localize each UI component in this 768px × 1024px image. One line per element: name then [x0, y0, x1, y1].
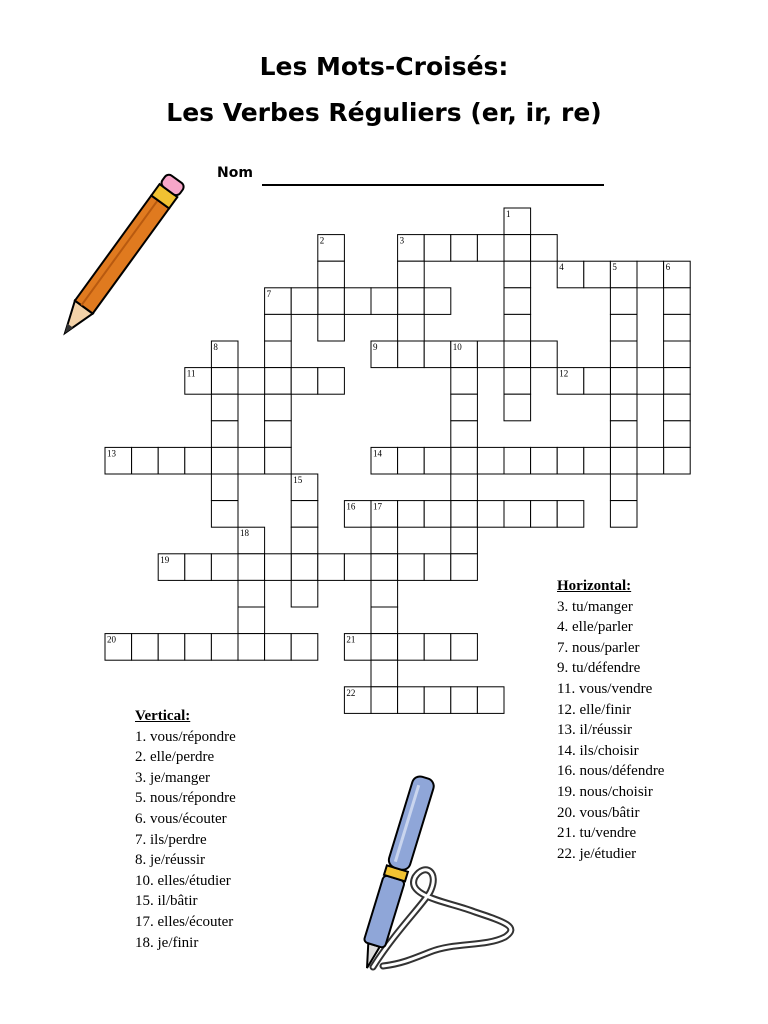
clue-number: 10	[452, 342, 462, 352]
crossword-cell[interactable]	[504, 394, 531, 421]
clue-number: 6	[665, 262, 671, 273]
crossword-cell[interactable]	[637, 368, 664, 395]
crossword-cell[interactable]	[398, 687, 425, 714]
clue-number: 3	[399, 235, 405, 246]
clue-item: 2. elle/perdre	[135, 749, 215, 766]
crossword-cell[interactable]	[398, 554, 425, 581]
clue-item: 1. vous/répondre	[135, 728, 236, 745]
name-label: Nom	[217, 165, 253, 181]
crossword-cell[interactable]	[185, 447, 212, 474]
crossword-cell[interactable]	[584, 261, 611, 288]
crossword-cell[interactable]	[424, 687, 451, 714]
crossword-cell[interactable]	[504, 288, 531, 315]
crossword-cell[interactable]	[398, 314, 425, 341]
crossword-cell[interactable]	[531, 235, 558, 262]
crossword-cell[interactable]	[291, 501, 318, 528]
crossword-cell[interactable]	[424, 634, 451, 661]
clue-item: 6. vous/écouter	[135, 810, 227, 827]
crossword-cell[interactable]	[398, 288, 425, 315]
clue-number: 18	[240, 528, 249, 539]
crossword-cell[interactable]	[424, 501, 451, 528]
crossword-cell[interactable]	[451, 554, 478, 581]
crossword-cell[interactable]	[318, 261, 345, 288]
crossword-cell[interactable]	[132, 447, 159, 474]
crossword-cell[interactable]	[531, 447, 558, 474]
crossword-cell[interactable]	[664, 447, 691, 474]
clue-item: 22. je/étudier	[557, 845, 637, 862]
crossword-cell[interactable]	[211, 394, 238, 421]
crossword-cell[interactable]	[477, 501, 504, 528]
crossword-cell[interactable]	[211, 447, 238, 474]
crossword-cell[interactable]	[238, 634, 265, 661]
crossword-cell[interactable]	[531, 501, 558, 528]
clue-item: 7. nous/parler	[557, 639, 640, 656]
crossword-cell[interactable]	[664, 341, 691, 368]
crossword-cell[interactable]	[291, 580, 318, 607]
clue-item: 3. tu/manger	[557, 598, 633, 615]
clue-number: 7	[266, 288, 272, 299]
clue-number: 11	[186, 368, 196, 379]
clue-item: 19. nous/choisir	[557, 783, 653, 800]
crossword-cell[interactable]	[238, 580, 265, 607]
crossword-cell[interactable]	[371, 607, 398, 634]
crossword-cell[interactable]	[185, 634, 212, 661]
clue-number: 5	[612, 262, 617, 273]
crossword-cell[interactable]	[158, 634, 185, 661]
clues-across	[557, 576, 664, 864]
crossword-cell[interactable]	[291, 288, 318, 315]
clues-down-heading: Vertical:	[135, 708, 191, 724]
crossword-cell[interactable]	[610, 314, 637, 341]
clue-number: 2	[319, 235, 325, 246]
crossword-cell[interactable]	[451, 501, 478, 528]
clue-item: 8. je/réussir	[135, 852, 205, 869]
crossword-cell[interactable]	[371, 527, 398, 554]
crossword-cell[interactable]	[265, 634, 292, 661]
clue-number: 17	[373, 501, 382, 512]
clue-number: 12	[559, 368, 569, 379]
crossword-cell[interactable]	[132, 634, 159, 661]
crossword-cell[interactable]	[398, 341, 425, 368]
clue-item: 10. elles/étudier	[135, 872, 231, 889]
clue-item: 9. tu/défendre	[557, 660, 641, 677]
clue-number: 4	[559, 262, 564, 273]
clue-number: 14	[373, 448, 382, 459]
clue-number: 22	[346, 687, 356, 698]
crossword-cell[interactable]	[504, 447, 531, 474]
crossword-cell[interactable]	[424, 235, 451, 262]
crossword-cell[interactable]	[265, 341, 292, 368]
crossword-cell[interactable]	[238, 607, 265, 634]
clues-down	[135, 706, 236, 953]
crossword-cell[interactable]	[371, 580, 398, 607]
crossword-cell[interactable]	[451, 527, 478, 554]
clue-number: 9	[373, 342, 378, 352]
clue-item: 4. elle/parler	[557, 619, 633, 636]
crossword-cell[interactable]	[451, 447, 478, 474]
crossword-cell[interactable]	[318, 368, 345, 395]
crossword-cell[interactable]	[664, 314, 691, 341]
crossword-cell[interactable]	[504, 368, 531, 395]
clue-number: 21	[346, 634, 356, 645]
clue-number: 20	[107, 634, 116, 645]
crossword-cell[interactable]	[265, 314, 292, 341]
clue-number: 19	[160, 554, 170, 565]
crossword-cell[interactable]	[424, 447, 451, 474]
crossword-cell[interactable]	[318, 554, 345, 581]
crossword-cell[interactable]	[211, 634, 238, 661]
crossword-cell[interactable]	[398, 447, 425, 474]
crossword-cell[interactable]	[291, 634, 318, 661]
crossword-cell[interactable]	[238, 368, 265, 395]
crossword-cell[interactable]	[610, 501, 637, 528]
crossword-cell[interactable]	[637, 447, 664, 474]
crossword-cell[interactable]	[265, 554, 292, 581]
clue-item: 12. elle/finir	[557, 701, 632, 718]
crossword-cell[interactable]	[451, 687, 478, 714]
crossword-cell[interactable]	[451, 421, 478, 448]
crossword-cell[interactable]	[557, 501, 584, 528]
clues-across-heading: Horizontal:	[557, 578, 632, 594]
crossword-cell[interactable]	[424, 554, 451, 581]
crossword-cell[interactable]	[238, 447, 265, 474]
crossword-cell[interactable]	[211, 368, 238, 395]
crossword-cell[interactable]	[451, 235, 478, 262]
clue-item: 21. tu/vendre	[557, 825, 637, 842]
crossword-cell[interactable]	[477, 235, 504, 262]
clue-item: 7. ils/perdre	[135, 831, 207, 848]
crossword-cell[interactable]	[211, 421, 238, 448]
crossword-cell[interactable]	[557, 447, 584, 474]
crossword-cell[interactable]	[610, 288, 637, 315]
pen-icon	[355, 752, 540, 977]
crossword-cell[interactable]	[451, 368, 478, 395]
crossword-cell[interactable]	[371, 687, 398, 714]
crossword-cell[interactable]	[610, 341, 637, 368]
crossword-cell[interactable]	[664, 421, 691, 448]
crossword-cell[interactable]	[265, 421, 292, 448]
clue-item: 16. nous/défendre	[557, 763, 665, 780]
clue-item: 11. vous/vendre	[557, 680, 653, 697]
crossword-cell[interactable]	[185, 554, 212, 581]
crossword-cell[interactable]	[318, 288, 345, 315]
title-line-2: Les Verbes Réguliers (er, ir, re)	[166, 98, 602, 127]
crossword-cell[interactable]	[531, 341, 558, 368]
clue-number: 15	[293, 475, 303, 485]
crossword-cell[interactable]	[211, 474, 238, 501]
crossword-cell[interactable]	[477, 341, 504, 368]
clue-number: 16	[346, 501, 356, 512]
crossword-cell[interactable]	[584, 368, 611, 395]
title-line-1: Les Mots-Croisés:	[259, 52, 509, 81]
crossword-cell[interactable]	[291, 368, 318, 395]
crossword-cell[interactable]	[398, 261, 425, 288]
crossword-cell[interactable]	[451, 394, 478, 421]
crossword-cell[interactable]	[477, 447, 504, 474]
crossword-cell[interactable]	[424, 341, 451, 368]
crossword-cell[interactable]	[424, 288, 451, 315]
crossword-cell[interactable]	[610, 421, 637, 448]
crossword-cell[interactable]	[504, 261, 531, 288]
crossword-cell[interactable]	[291, 554, 318, 581]
crossword-cell[interactable]	[610, 394, 637, 421]
clue-number: 13	[107, 448, 116, 459]
clue-item: 20. vous/bâtir	[557, 804, 640, 821]
crossword-cell[interactable]	[398, 634, 425, 661]
clue-number: 1	[506, 209, 511, 219]
crossword-cell[interactable]	[664, 368, 691, 395]
clue-item: 17. elles/écouter	[135, 913, 234, 930]
crossword-cell[interactable]	[211, 554, 238, 581]
crossword-cell[interactable]	[504, 314, 531, 341]
clue-item: 18. je/finir	[135, 934, 199, 951]
crossword-cell[interactable]	[637, 261, 664, 288]
clue-item: 3. je/manger	[135, 769, 210, 786]
crossword-cell[interactable]	[344, 554, 371, 581]
crossword-cell[interactable]	[291, 527, 318, 554]
crossword-cell[interactable]	[664, 288, 691, 315]
crossword-cell[interactable]	[477, 687, 504, 714]
clue-item: 5. nous/répondre	[135, 790, 236, 807]
clue-item: 13. il/réussir	[557, 722, 632, 739]
crossword-cell[interactable]	[504, 341, 531, 368]
crossword-cell[interactable]	[371, 288, 398, 315]
crossword-cell[interactable]	[318, 314, 345, 341]
clue-item: 14. ils/choisir	[557, 742, 639, 759]
crossword-cell[interactable]	[265, 368, 292, 395]
crossword-cell[interactable]	[451, 634, 478, 661]
crossword-cell[interactable]	[610, 474, 637, 501]
crossword-cell[interactable]	[158, 447, 185, 474]
crossword-cell[interactable]	[371, 554, 398, 581]
clue-number: 8	[213, 342, 218, 352]
crossword-cell[interactable]	[238, 554, 265, 581]
crossword-cell[interactable]	[265, 447, 292, 474]
crossword-cell[interactable]	[664, 394, 691, 421]
crossword-cell[interactable]	[610, 368, 637, 395]
crossword-cell[interactable]	[211, 501, 238, 528]
crossword-cell[interactable]	[371, 634, 398, 661]
crossword-cell[interactable]	[584, 447, 611, 474]
crossword-cell[interactable]	[504, 235, 531, 262]
crossword-cell[interactable]	[344, 288, 371, 315]
crossword-cell[interactable]	[398, 501, 425, 528]
crossword-cell[interactable]	[610, 447, 637, 474]
crossword-cell[interactable]	[265, 394, 292, 421]
crossword-cell[interactable]	[504, 501, 531, 528]
crossword-cell[interactable]	[371, 660, 398, 687]
clue-item: 15. il/bâtir	[135, 893, 198, 910]
crossword-cell[interactable]	[451, 474, 478, 501]
